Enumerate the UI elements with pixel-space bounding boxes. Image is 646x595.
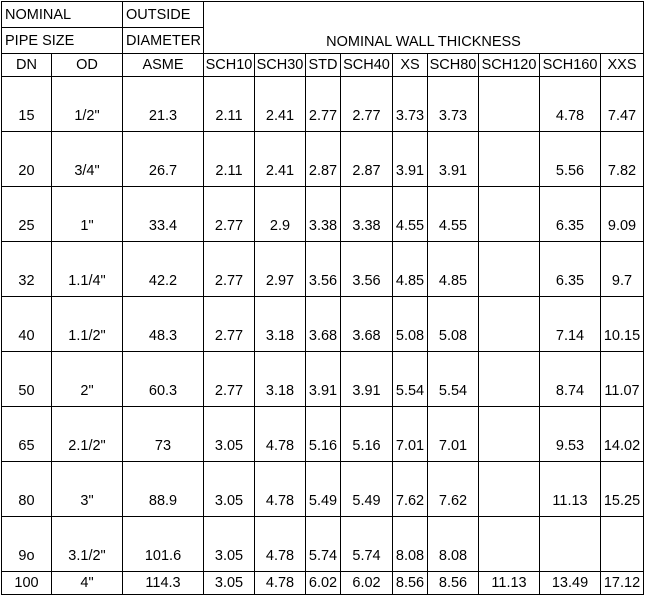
cell-dn: 65 [2,407,52,462]
cell-xxs: 17.12 [601,572,644,595]
header-row-top [2,2,644,28]
cell-sch80: 5.54 [428,352,479,407]
cell-sch40: 3.38 [341,187,393,242]
cell-od: 3" [52,462,123,517]
cell-sch120 [479,462,540,517]
cell-sch120 [479,242,540,297]
cell-od: 1.1/4" [52,242,123,297]
cell-sch40: 5.16 [341,407,393,462]
cell-sch80: 7.01 [428,407,479,462]
cell-sch30: 2.41 [255,132,306,187]
cell-xs: 4.55 [393,187,428,242]
cell-sch30: 2.41 [255,77,306,132]
cell-sch120 [479,297,540,352]
cell-sch160: 8.74 [540,352,601,407]
column-header-od: OD [52,54,123,77]
cell-sch160: 7.14 [540,297,601,352]
cell-xxs: 14.02 [601,407,644,462]
cell-dn: 25 [2,187,52,242]
column-header-dn: DN [2,54,52,77]
cell-od: 3.1/2" [52,517,123,572]
cell-sch80: 3.73 [428,77,479,132]
column-header-xs: XS [393,54,428,77]
cell-sch160: 13.49 [540,572,601,595]
cell-std: 2.87 [306,132,341,187]
column-header-row [2,54,644,77]
cell-sch120 [479,352,540,407]
cell-xs: 3.73 [393,77,428,132]
cell-sch10: 2.11 [204,77,255,132]
cell-sch40: 2.87 [341,132,393,187]
table-row [2,352,644,407]
cell-std: 3.91 [306,352,341,407]
table-row [2,407,644,462]
cell-sch160: 4.78 [540,77,601,132]
cell-sch120 [479,187,540,242]
cell-asme: 33.4 [123,187,204,242]
cell-sch40: 3.91 [341,352,393,407]
cell-xs: 8.56 [393,572,428,595]
cell-asme: 73 [123,407,204,462]
cell-od: 1" [52,187,123,242]
cell-asme: 26.7 [123,132,204,187]
cell-xxs [601,517,644,572]
cell-xs: 7.62 [393,462,428,517]
cell-sch80: 3.91 [428,132,479,187]
cell-sch80: 8.08 [428,517,479,572]
cell-sch80: 7.62 [428,462,479,517]
nominal-wall-thickness-header: NOMINAL WALL THICKNESS [204,2,644,54]
cell-xs: 5.54 [393,352,428,407]
cell-dn: 100 [2,572,52,595]
column-header-std: STD [306,54,341,77]
cell-asme: 21.3 [123,77,204,132]
cell-sch160 [540,517,601,572]
cell-sch120 [479,77,540,132]
cell-xxs: 7.82 [601,132,644,187]
cell-xs: 8.08 [393,517,428,572]
column-header-sch120: SCH120 [479,54,540,77]
cell-sch10: 3.05 [204,517,255,572]
cell-sch40: 3.56 [341,242,393,297]
cell-xs: 3.91 [393,132,428,187]
cell-od: 1.1/2" [52,297,123,352]
cell-sch30: 4.78 [255,517,306,572]
cell-sch10: 3.05 [204,462,255,517]
cell-dn: 9o [2,517,52,572]
cell-asme: 42.2 [123,242,204,297]
column-header-xxs: XXS [601,54,644,77]
cell-xxs: 9.09 [601,187,644,242]
cell-sch120 [479,132,540,187]
cell-od: 2" [52,352,123,407]
cell-std: 3.38 [306,187,341,242]
cell-sch10: 2.77 [204,242,255,297]
table-row [2,242,644,297]
cell-sch10: 3.05 [204,572,255,595]
cell-sch40: 5.49 [341,462,393,517]
cell-sch80: 4.85 [428,242,479,297]
outside-diameter-header: OUTSIDE [123,2,204,28]
cell-asme: 101.6 [123,517,204,572]
cell-dn: 80 [2,462,52,517]
cell-sch120 [479,517,540,572]
cell-od: 2.1/2" [52,407,123,462]
cell-sch40: 3.68 [341,297,393,352]
pipe-schedule-table [1,1,644,595]
column-header-sch10: SCH10 [204,54,255,77]
cell-asme: 114.3 [123,572,204,595]
cell-sch10: 3.05 [204,407,255,462]
cell-sch160: 6.35 [540,187,601,242]
nominal-pipe-size-header: NOMINAL [2,2,123,28]
cell-sch160: 9.53 [540,407,601,462]
cell-sch10: 2.77 [204,297,255,352]
cell-sch120: 11.13 [479,572,540,595]
cell-xs: 4.85 [393,242,428,297]
cell-sch40: 2.77 [341,77,393,132]
cell-sch30: 4.78 [255,407,306,462]
table-row [2,77,644,132]
column-header-sch30: SCH30 [255,54,306,77]
cell-sch30: 4.78 [255,462,306,517]
table-row [2,572,644,595]
cell-sch30: 3.18 [255,297,306,352]
cell-sch40: 6.02 [341,572,393,595]
cell-std: 6.02 [306,572,341,595]
cell-xxs: 11.07 [601,352,644,407]
cell-sch30: 2.9 [255,187,306,242]
table-row [2,517,644,572]
cell-od: 4" [52,572,123,595]
cell-dn: 50 [2,352,52,407]
cell-sch30: 2.97 [255,242,306,297]
cell-std: 2.77 [306,77,341,132]
cell-asme: 60.3 [123,352,204,407]
cell-od: 3/4" [52,132,123,187]
cell-sch80: 5.08 [428,297,479,352]
cell-sch160: 6.35 [540,242,601,297]
cell-sch160: 11.13 [540,462,601,517]
cell-sch30: 4.78 [255,572,306,595]
column-header-sch40: SCH40 [341,54,393,77]
cell-xs: 7.01 [393,407,428,462]
cell-dn: 15 [2,77,52,132]
table-row [2,297,644,352]
cell-xxs: 15.25 [601,462,644,517]
nominal-pipe-size-header-line2: PIPE SIZE [2,28,123,54]
cell-dn: 20 [2,132,52,187]
cell-sch10: 2.11 [204,132,255,187]
cell-std: 5.16 [306,407,341,462]
cell-sch40: 5.74 [341,517,393,572]
cell-asme: 48.3 [123,297,204,352]
outside-diameter-header-line2: DIAMETER [123,28,204,54]
table-row [2,462,644,517]
cell-sch80: 4.55 [428,187,479,242]
cell-sch30: 3.18 [255,352,306,407]
cell-xxs: 9.7 [601,242,644,297]
cell-std: 5.49 [306,462,341,517]
cell-dn: 40 [2,297,52,352]
column-header-sch160: SCH160 [540,54,601,77]
cell-dn: 32 [2,242,52,297]
cell-xs: 5.08 [393,297,428,352]
cell-xxs: 7.47 [601,77,644,132]
cell-xxs: 10.15 [601,297,644,352]
table-row [2,187,644,242]
cell-sch80: 8.56 [428,572,479,595]
column-header-sch80: SCH80 [428,54,479,77]
cell-std: 5.74 [306,517,341,572]
cell-od: 1/2" [52,77,123,132]
cell-std: 3.56 [306,242,341,297]
cell-sch160: 5.56 [540,132,601,187]
cell-sch10: 2.77 [204,187,255,242]
cell-sch120 [479,407,540,462]
cell-sch10: 2.77 [204,352,255,407]
table-row [2,132,644,187]
cell-std: 3.68 [306,297,341,352]
cell-asme: 88.9 [123,462,204,517]
column-header-asme: ASME [123,54,204,77]
